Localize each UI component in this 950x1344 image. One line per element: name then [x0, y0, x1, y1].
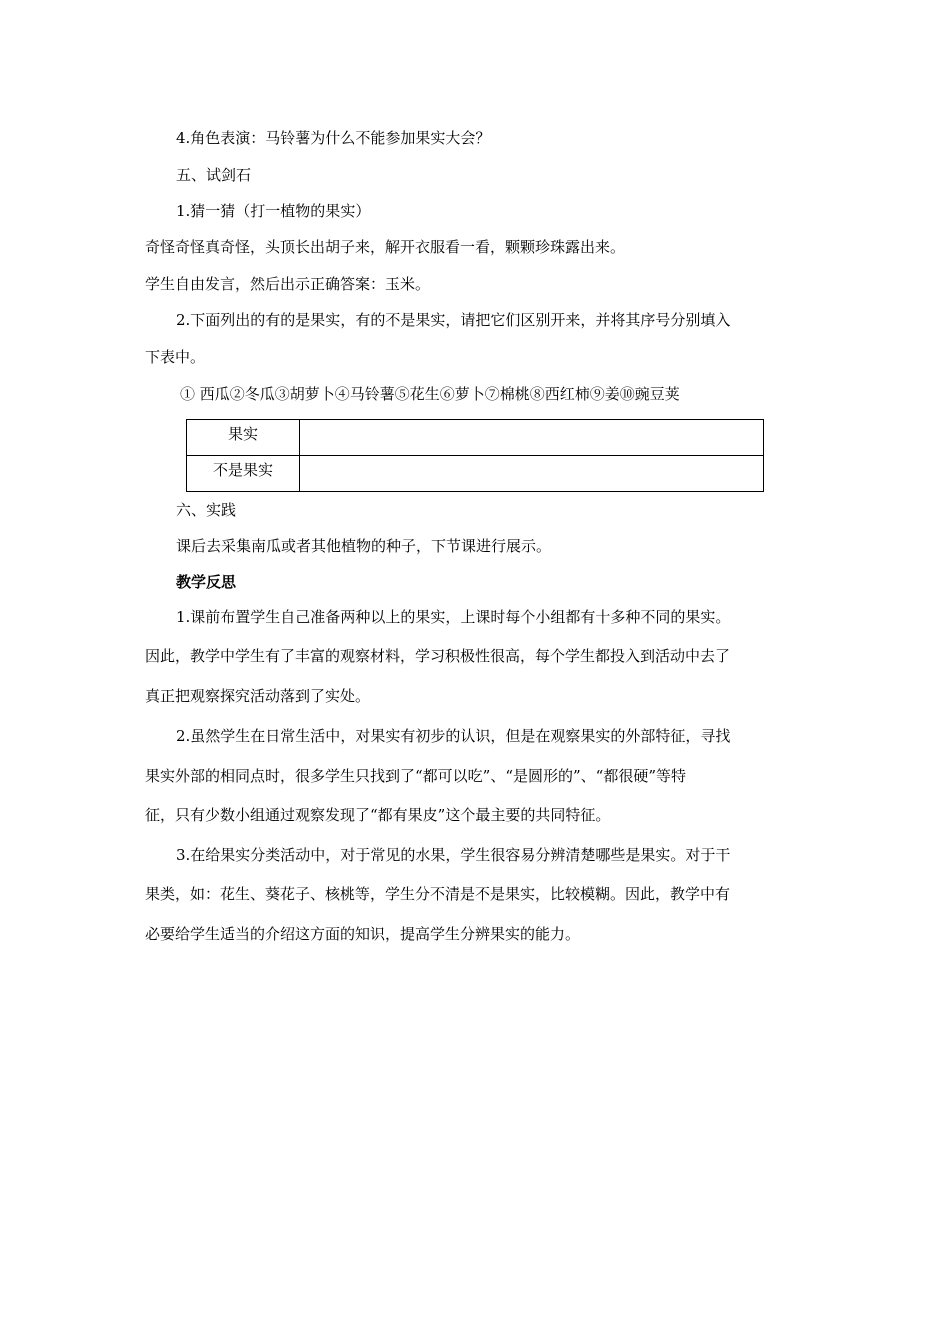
table-row [187, 420, 764, 456]
fruit-answer-cell[interactable] [300, 420, 764, 456]
classify-item-line2: 下表中。 [145, 348, 206, 366]
table-row [187, 456, 764, 492]
reflection-p2-line3: 征，只有少数小组通过观察发现了“都有果皮”这个最主要的共同特征。 [145, 806, 611, 824]
roleplay-item: 4.角色表演：马铃薯为什么不能参加果实大会？ [176, 129, 491, 147]
reflection-p2-line2: 果实外部的相同点时，很多学生只找到了“都可以吃”、“是圆形的”、“都很硬”等特 [145, 767, 687, 785]
reflection-p3-line1: 3.在给果实分类活动中，对于常见的水果，学生很容易分辨清楚哪些是果实。对于干 [176, 846, 731, 864]
non-fruit-answer-cell[interactable] [300, 456, 764, 492]
riddle-text: 奇怪奇怪真奇怪，头顶长出胡子来，解开衣服看一看，颗颗珍珠露出来。 [145, 238, 626, 256]
section-six-heading: 六、实践 [176, 501, 237, 519]
riddle-answer: 学生自由发言，然后出示正确答案：玉米。 [145, 275, 431, 293]
riddle-item: 1.猜一猜（打一植物的果实） [176, 202, 371, 220]
reflection-p3-line2: 果类，如：花生、葵花子、核桃等，学生分不清是不是果实，比较模糊。因此，教学中有 [145, 885, 731, 903]
classification-table [186, 419, 764, 492]
reflection-p3-line3: 必要给学生适当的介绍这方面的知识，提高学生分辨果实的能力。 [145, 925, 581, 943]
reflection-p1-line1: 1.课前布置学生自己准备两种以上的果实，上课时每个小组都有十多种不同的果实。 [176, 608, 731, 626]
reflection-p1-line3: 真正把观察探究活动落到了实处。 [145, 687, 371, 705]
practice-text: 课后去采集南瓜或者其他植物的种子，下节课进行展示。 [176, 537, 552, 555]
section-five-heading: 五、试剑石 [176, 166, 252, 184]
reflection-p2-line1: 2.虽然学生在日常生活中，对果实有初步的认识，但是在观察果实的外部特征，寻找 [176, 727, 731, 745]
reflection-heading: 教学反思 [176, 573, 237, 591]
fruit-options-list: ① 西瓜②冬瓜③胡萝卜④马铃薯⑤花生⑥萝卜⑦棉桃⑧西红柿⑨姜⑩豌豆荚 [180, 385, 680, 403]
reflection-p1-line2: 因此，教学中学生有了丰富的观察材料，学习积极性很高，每个学生都投入到活动中去了 [145, 647, 731, 665]
classify-item-line1: 2.下面列出的有的是果实，有的不是果实，请把它们区别开来，并将其序号分别填入 [176, 311, 731, 329]
fruit-label-cell: 果实 [187, 420, 300, 456]
non-fruit-label-cell: 不是果实 [187, 456, 300, 492]
